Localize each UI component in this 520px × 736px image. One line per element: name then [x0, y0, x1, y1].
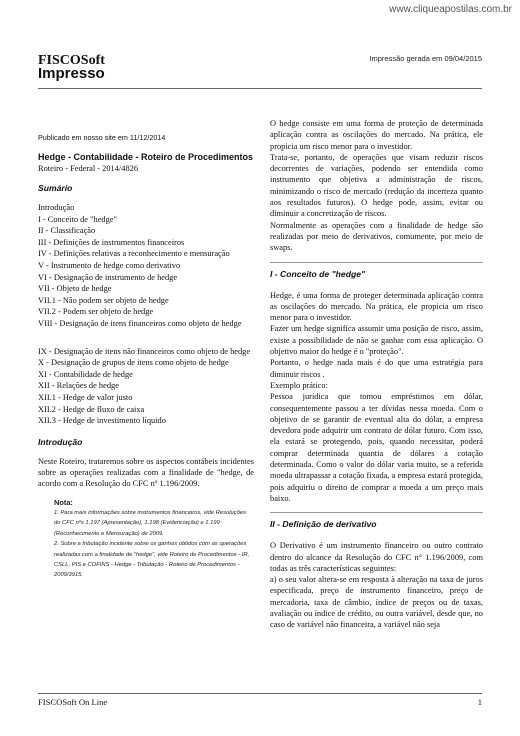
paragraph: Portanto, o hedge nada mais é do que uma estratégia para diminuir riscos . — [270, 358, 483, 379]
toc-item[interactable]: I - Conceito de "hedge" — [38, 214, 117, 224]
toc-item[interactable]: IX - Designação de itens não financeiros como objeto de hedge — [38, 346, 251, 356]
logo-line-2: Impresso — [38, 65, 105, 82]
site-watermark: www.cliqueapostilas.com.br — [389, 4, 512, 15]
paragraph: Hedge, é uma forma de proteger determinada aplicação contra as oscilações do mercado. Na prática, ele propicia um risco menor para o investidor. — [270, 290, 483, 323]
left-column — [38, 118, 254, 581]
toc-item[interactable]: XI - Contabilidade de hedge — [38, 369, 133, 379]
note-item-1: 1. Para mais informações sobre instrumentos financeiros, vide Resoluções do CFC nºs 1.197 (Apresentação), 1.198 (Evidenciação) e 1.199 (Reconhecimento e Mensuração) de 2009. — [54, 509, 247, 537]
header-divider — [38, 88, 482, 89]
toc-item[interactable]: VIII - Designação de itens financeiros como objeto de hedge — [38, 318, 242, 328]
footer-divider — [38, 693, 482, 694]
note-title: Nota: — [54, 497, 73, 507]
toc-item[interactable]: XII.3 - Hedge de investimento líquido — [38, 416, 166, 426]
note-box — [54, 498, 254, 581]
toc-item[interactable]: IV - Definições relativas a reconhecimento e mensuração — [38, 249, 230, 259]
toc-item[interactable]: XII.1 - Hedge de valor justo — [38, 392, 133, 402]
toc-item[interactable]: II - Classificação — [38, 226, 96, 236]
toc-item[interactable]: VI - Designação de instrumento de hedge — [38, 272, 178, 282]
table-of-contents — [38, 202, 254, 427]
toc-item[interactable]: VII.1 - Não podem ser objeto de hedge — [38, 295, 169, 305]
page-number: 1 — [477, 697, 482, 707]
paragraph: a) o seu valor altera-se em resposta à alteração na taxa de juros especificada, preço de instrumento financeiro, preço de mercadoria, taxa de câmbio, índice de preços ou de taxas, avaliação ou índice de crédito, ou outra variável, desde que, no caso de variável não financeira, a variável não seja — [270, 575, 483, 630]
document-title: Hedge - Contabilidade - Roteiro de Procedimentos — [38, 152, 254, 162]
paragraph: O hedge consiste em uma forma de proteção de determinada aplicação contra as oscilações do mercado. Na prática, ele propicia um risco menor para o investidor. — [270, 119, 483, 151]
section-divider — [270, 512, 483, 513]
toc-item[interactable]: X - Designação de grupos de itens como objeto de hedge — [38, 358, 229, 368]
intro-paragraph: Neste Roteiro, trataremos sobre os aspectos contábeis incidentes sobre as operações realizadas com a finalidade de "hedge, de acordo com a Resolução do CFC nº 1.196/2009. — [38, 456, 254, 489]
note-item-2: 2. Sobre a tributação incidente sobre os ganhos obtidos com as operações realizadas com a finalidade de "hedge", vide Roteiro de Procedimentos - IR, CSLL, PIS e COFINS - Hedge - Tributação - Roteiro de Procedimentos - 2009/3915. — [54, 541, 250, 579]
section-heading-derivative: II - Definição de derivativo — [270, 519, 377, 530]
paragraph: O Derivativo é um instrumento financeiro ou outro contrato dentro do alcance da Resolução do CFC n° 1.196/2009, com todas as três características seguintes: — [270, 541, 483, 573]
toc-item[interactable]: III - Definições de instrumentos financeiros — [38, 237, 185, 247]
toc-item[interactable]: VII.2 - Podem ser objeto de hedge — [38, 307, 154, 317]
section-divider — [270, 262, 483, 263]
toc-spacer — [38, 330, 254, 346]
paragraph: Normalmente as operações com a finalidade de hedge são realizadas por meio de derivativos, comumente, por meio de swaps. — [270, 220, 483, 253]
paragraph: Trata-se, portanto, de operações que visam reduzir riscos decorrentes de variações, podendo ser entendida como instrumento que objetiva a administração de riscos, minimizando o risco de mercado (redução da incerteza quanto aos resultados futuros). O hedge pode, assim, evitar ou diminuir a concretização de riscos. — [270, 152, 483, 219]
toc-item[interactable]: XII.2 - Hedge de fluxo de caixa — [38, 404, 145, 414]
summary-heading: Sumário — [38, 183, 73, 193]
section-heading-concept: I - Conceito de "hedge" — [270, 268, 366, 279]
toc-item[interactable]: XII - Relações de hedge — [38, 381, 119, 391]
published-date: Publicado em nosso site em 11/12/2014 — [38, 133, 166, 142]
right-column — [270, 118, 483, 631]
logo-line-1: FISCOSoft — [38, 53, 105, 68]
fiscosoft-logo — [38, 54, 105, 80]
intro-heading: Introdução — [38, 436, 83, 447]
footer-source: FISCOSoft On Line — [38, 697, 108, 707]
paragraph: Fazer um hedge significa assumir uma posição de risco, assim, existe a possibilidade de não se ganhar com essa aplicação. O objetivo maior do hedge é o "proteção". — [270, 324, 483, 357]
paragraph: Pessoa jurídica que tomou empréstimos em dólar, consequentemente passou a ter dívidas nessa moeda. Com o objetivo de se garantir de eventual alta do dólar, a empresa devedora pode adquirir um contrato de dólar futuro. Com isso, ela estará se protegendo, pois, quando necessitar, poderá comprar determinada quantia de dólares a cotação determinada. Como o valor do dólar varia muito, se a referida moeda ultrapassar a cotação fixada, a empresa estará protegida, pois adquiriu o direito de comprar a moeda a um preço mais baixo. — [270, 392, 483, 503]
print-date: Impressão gerada em 09/04/2015 — [369, 54, 482, 63]
toc-item[interactable]: V - Instrumento de hedge como derivativo — [38, 260, 181, 270]
toc-item[interactable]: Introdução — [38, 203, 75, 212]
toc-item[interactable]: VII - Objeto de hedge — [38, 284, 112, 294]
paragraph: Exemplo prático: — [270, 380, 328, 390]
document-subtitle: Roteiro - Federal - 2014/4826 — [38, 164, 139, 173]
